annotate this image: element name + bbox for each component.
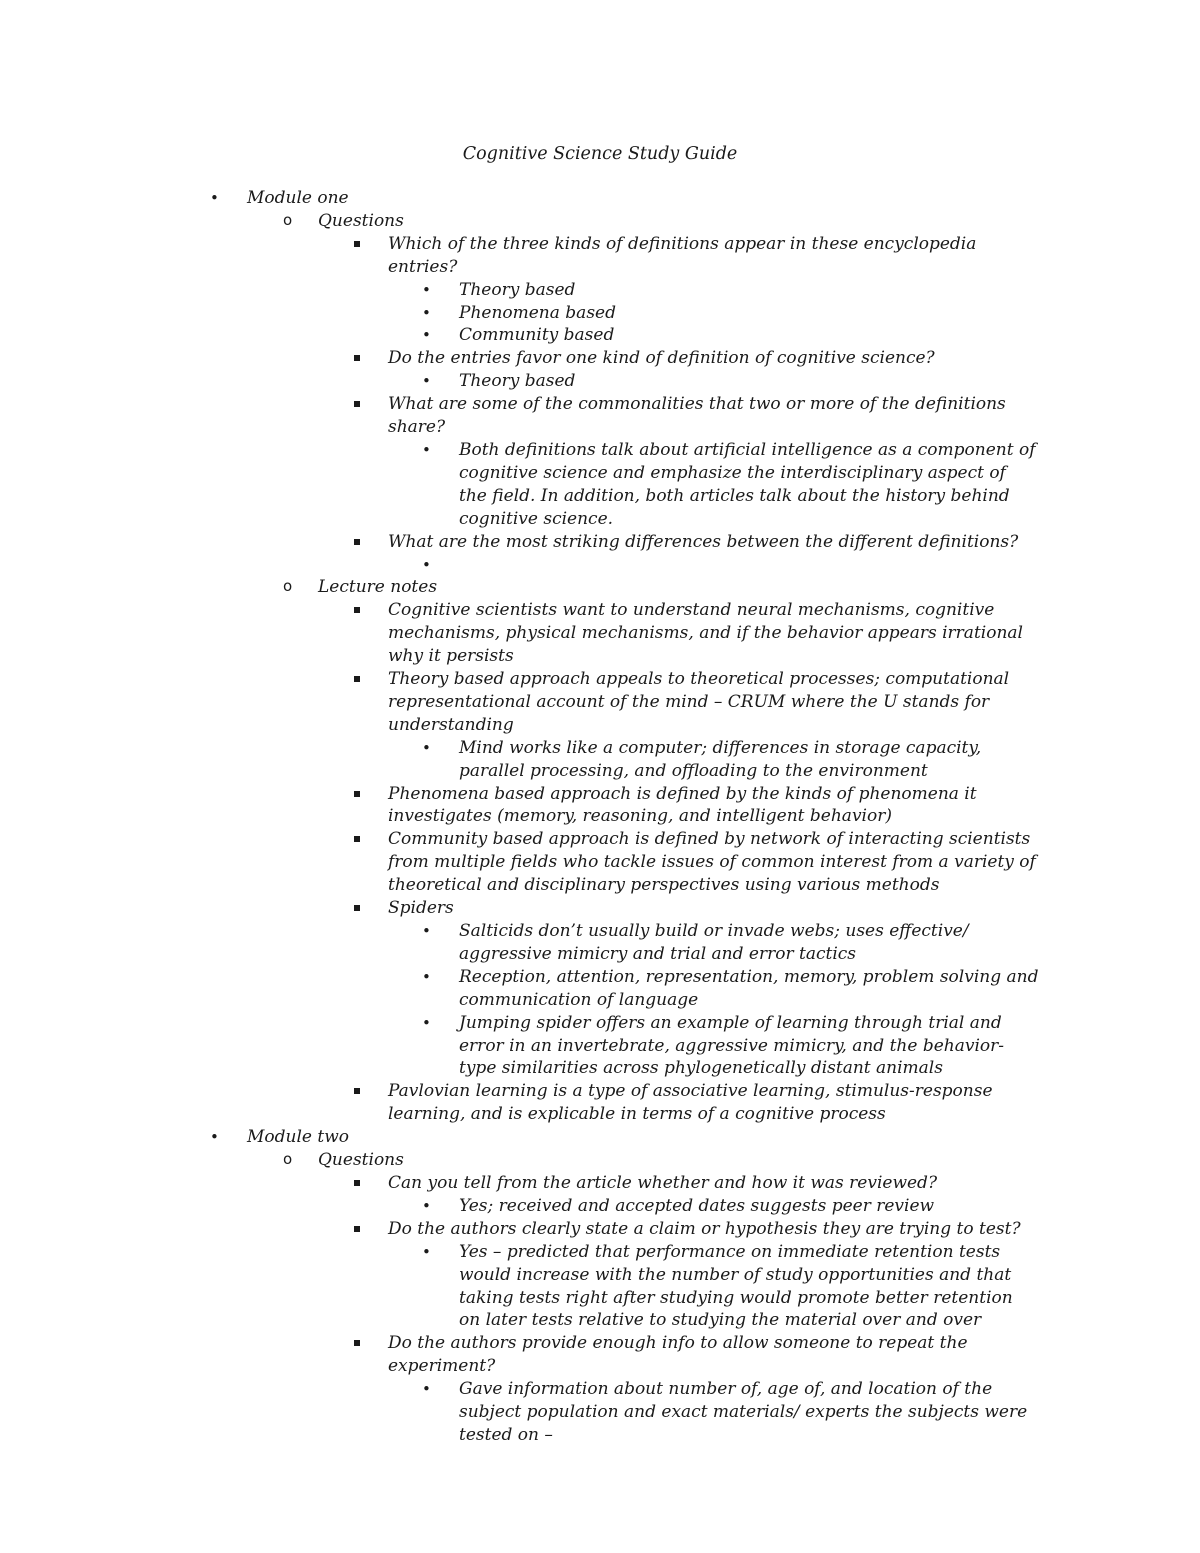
answer-item: • Theory based xyxy=(422,371,576,392)
question-item: What are the most striking differences between the different definitions? xyxy=(0,531,1038,554)
bullet-icon: • xyxy=(422,280,431,299)
answer-item: • Community based xyxy=(422,325,615,346)
note-item: Spiders xyxy=(0,897,1038,920)
note-item: Community based approach is defined by network of interacting scientists from multiple fields who tackle issues of common interest from a variety of theoretical and disciplinary perspectives using various methods xyxy=(0,828,1038,897)
note-item: Cognitive scientists want to understand neural mechanisms, cognitive mechanisms, physical mechanisms, and if the behavior appears irrational why it persists xyxy=(0,599,1038,668)
square-bullet-icon xyxy=(354,607,360,613)
answer-item: • Yes; received and accepted dates suggests peer review xyxy=(422,1195,935,1216)
outline xyxy=(0,187,1200,1447)
square-bullet-icon xyxy=(354,539,360,545)
bullet-icon: • xyxy=(422,555,431,574)
square-bullet-icon xyxy=(354,836,360,842)
bullet-icon: • xyxy=(422,372,431,391)
answer-item: • Both definitions talk about artificial intelligence as a component of cognitive science and emphasize the interdisciplinary aspect of the field. In addition, both articles talk about the history behind cognitive science. xyxy=(422,439,1036,529)
square-bullet-icon xyxy=(354,401,360,407)
question-item: Do the entries favor one kind of definition of cognitive science? xyxy=(0,347,1038,370)
page-title: Cognitive Science Study Guide xyxy=(462,144,738,164)
answer-item: • Gave information about number of, age of, and location of the subject population and exact materials/ experts the subjects were tested on – xyxy=(422,1379,1028,1445)
bullet-icon: • xyxy=(422,1380,431,1399)
circle-bullet-icon: o xyxy=(283,210,293,229)
note-item: Theory based approach appeals to theoretical processes; computational representational account of the mind – CRUM where the U stands for understanding xyxy=(0,668,1038,737)
sub-note-item: • Salticids don’t usually build or invade webs; uses effective/ aggressive mimicry and trial and error tactics xyxy=(422,921,969,964)
square-bullet-icon xyxy=(354,905,360,911)
bullet-icon: • xyxy=(210,189,219,207)
circle-bullet-icon: o xyxy=(283,1150,293,1169)
note-item: Phenomena based approach is defined by the kinds of phenomena it investigates (memory, reasoning, and intelligent behavior) xyxy=(0,783,1038,829)
bullet-icon: • xyxy=(422,967,431,986)
square-bullet-icon xyxy=(354,791,360,797)
bullet-icon: • xyxy=(210,1128,219,1147)
bullet-icon: • xyxy=(422,1013,431,1032)
square-bullet-icon xyxy=(354,676,360,682)
bullet-icon: • xyxy=(422,922,431,940)
square-bullet-icon xyxy=(354,241,360,247)
square-bullet-icon xyxy=(354,1226,360,1232)
answer-item: • Phenomena based xyxy=(422,302,616,323)
bullet-icon: • xyxy=(422,738,431,757)
questions-heading: o Questions xyxy=(283,1150,404,1171)
empty-answer-item xyxy=(0,554,1039,577)
module-two-heading: • Module two xyxy=(210,1127,349,1148)
lecture-notes-heading: o Lecture notes xyxy=(283,577,438,598)
bullet-icon: • xyxy=(422,326,431,345)
sub-note-item: • Mind works like a computer; differences in storage capacity, parallel processing, and offloading to the environment xyxy=(422,737,982,781)
square-bullet-icon xyxy=(354,1180,360,1186)
question-item: Which of the three kinds of definitions appear in these encyclopedia entries? xyxy=(0,233,1038,279)
note-item: Pavlovian learning is a type of associative learning, stimulus-response learning, and is explicable in terms of a cognitive process xyxy=(0,1080,1038,1126)
square-bullet-icon xyxy=(354,1088,360,1094)
bullet-icon: • xyxy=(422,303,431,322)
question-item: Can you tell from the article whether and how it was reviewed? xyxy=(0,1172,1038,1195)
question-item: Do the authors provide enough info to allow someone to repeat the experiment? xyxy=(0,1332,1038,1378)
square-bullet-icon xyxy=(354,1340,360,1346)
answer-item: • Theory based xyxy=(422,279,576,300)
answer-item: • Yes – predicted that performance on immediate retention tests would increase with the number of study opportunities and that taking tests right after studying would promote better retention on later tests relative to studying the material over and over xyxy=(422,1241,1013,1331)
bullet-icon: • xyxy=(422,1242,431,1261)
questions-heading: o Questions xyxy=(283,210,404,231)
bullet-icon: • xyxy=(422,1196,431,1215)
module-one-heading: • Module one xyxy=(210,188,349,208)
sub-note-item: • Reception, attention, representation, memory, problem solving and communication of language xyxy=(422,966,1039,1010)
circle-bullet-icon: o xyxy=(283,577,293,596)
question-item: Do the authors clearly state a claim or hypothesis they are trying to test? xyxy=(0,1218,1038,1241)
square-bullet-icon xyxy=(354,355,360,361)
question-item: What are some of the commonalities that two or more of the definitions share? xyxy=(0,393,1038,439)
bullet-icon: • xyxy=(422,440,431,459)
sub-note-item: • Jumping spider offers an example of learning through trial and error in an invertebrate, aggressive mimicry, and the behavior-type similarities across phylogenetically distant animals xyxy=(422,1012,1005,1079)
